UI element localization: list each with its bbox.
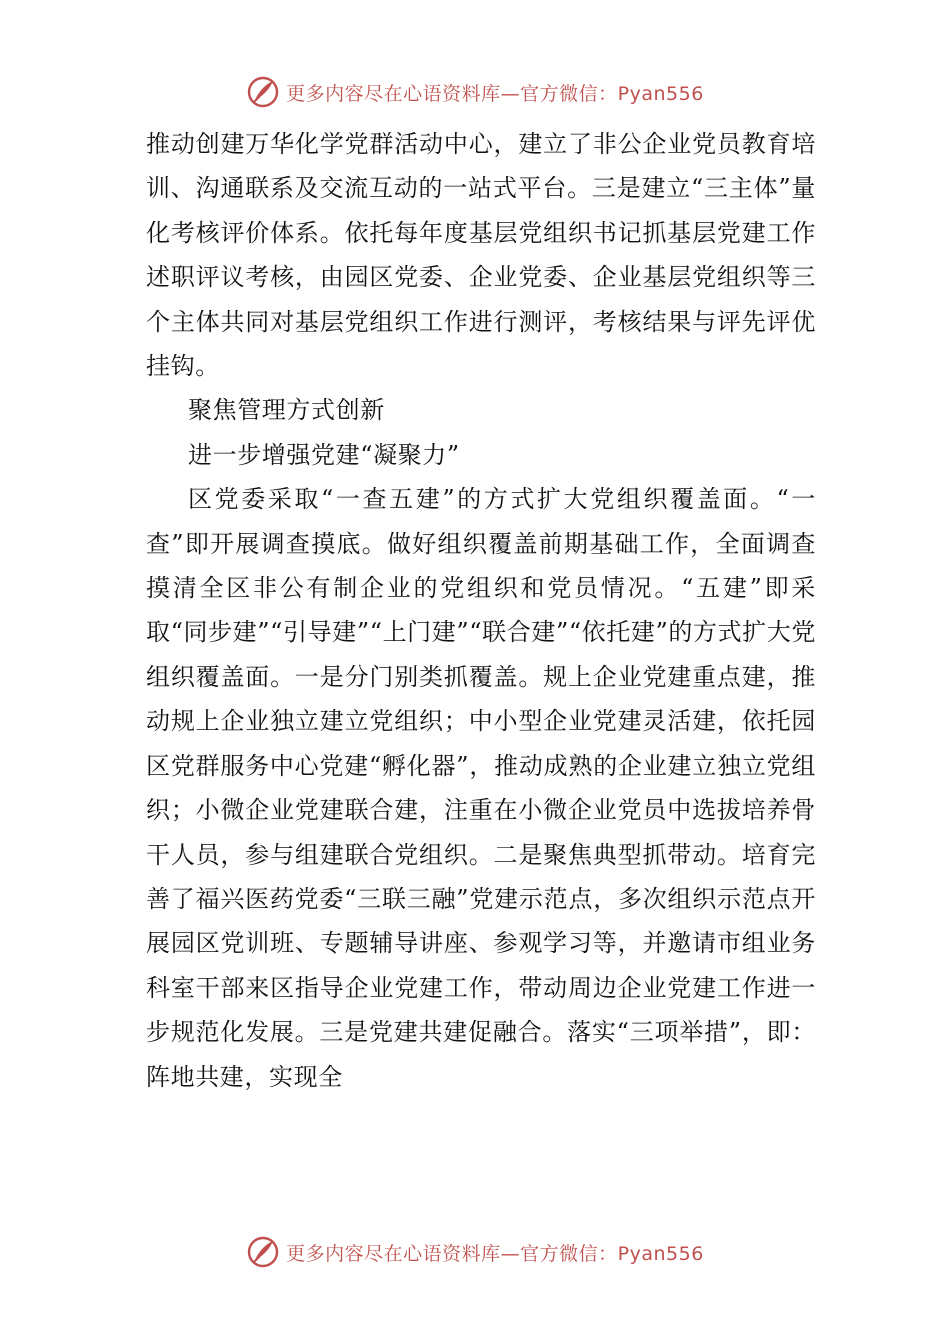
section-heading-2: 进一步增强党建“凝聚力”	[188, 440, 460, 469]
document-body	[146, 122, 816, 1099]
header-banner-text: 更多内容尽在心语资料库—官方微信：Pyan556	[286, 82, 704, 105]
feather-pen-logo-icon	[246, 1235, 280, 1269]
footer-banner	[0, 1232, 950, 1272]
paragraph-1: 推动创建万华化学党群活动中心，建立了非公企业党员教育培训、沟通联系及交流互动的一站式平台。三是建立“三主体”量化考核评价体系。依托每年度基层党组织书记抓基层党建工作述职评议考核，由园区党委、企业党委、企业基层党组织等三个主体共同对基层党组织工作进行测评，考核结果与评先评优挂钩。	[146, 130, 816, 381]
header-banner	[0, 72, 950, 112]
footer-banner-text: 更多内容尽在心语资料库—官方微信：Pyan556	[286, 1242, 704, 1265]
section-heading-1: 聚焦管理方式创新	[188, 396, 385, 425]
feather-pen-logo-icon	[246, 75, 280, 109]
paragraph-2: 区党委采取“一查五建”的方式扩大党组织覆盖面。“一查”即开展调查摸底。做好组织覆盖前期基础工作，全面调查摸清全区非公有制企业的党组织和党员情况。“五建”即采取“同步建”“引导建”“上门建”“联合建”“依托建”的方式扩大党组织覆盖面。一是分门别类抓覆盖。规上企业党建重点建，推动规上企业独立建立党组织；中小型企业党建灵活建，依托园区党群服务中心党建“孵化器”，推动成熟的企业建立独立党组织；小微企业党建联合建，注重在小微企业党员中选拔培养骨干人员，参与组建联合党组织。二是聚焦典型抓带动。培育完善了福兴医药党委“三联三融”党建示范点，多次组织示范点开展园区党训班、专题辅导讲座、参观学习等，并邀请市组业务科室干部来区指导企业党建工作，带动周边企业党建工作进一步规范化发展。三是党建共建促融合。落实“三项举措”，即：阵地共建，实现全	[146, 485, 816, 1091]
